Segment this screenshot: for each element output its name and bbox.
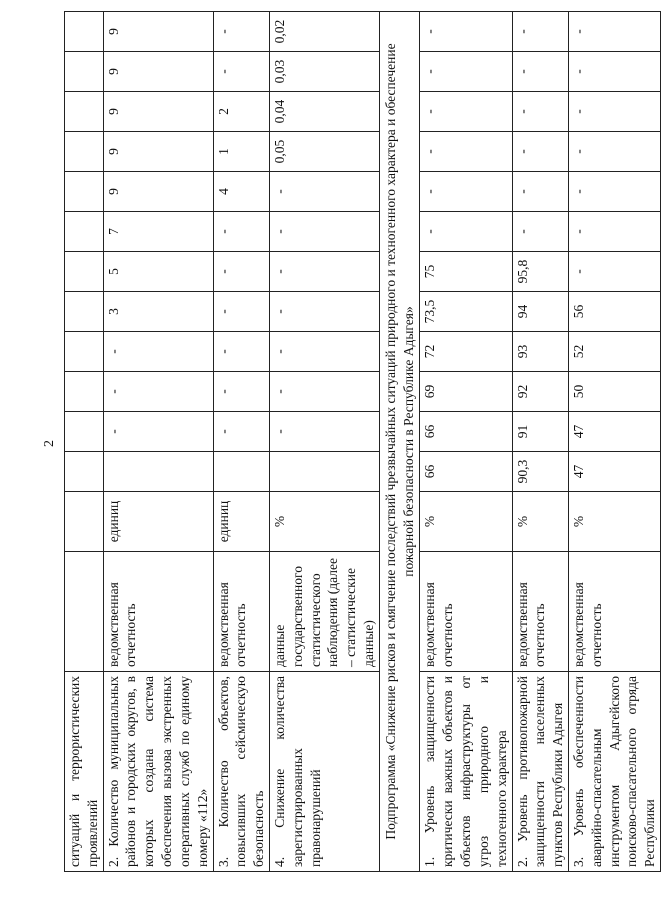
value-cell: -: [213, 252, 269, 292]
table-row: [420, 12, 512, 872]
value-cell: -: [213, 212, 269, 252]
value-cell: -: [269, 172, 379, 212]
value-cell: [65, 452, 104, 492]
value-cell: 0,04: [269, 92, 379, 132]
unit-cell: %: [269, 492, 379, 552]
source-cell: ведомственная отчетность: [103, 552, 213, 672]
value-cell: -: [420, 132, 512, 172]
value-cell: [65, 172, 104, 212]
table-row: [512, 12, 568, 872]
value-cell: -: [512, 52, 568, 92]
value-cell: 9: [103, 132, 213, 172]
unit-cell: %: [512, 492, 568, 552]
value-cell: [269, 452, 379, 492]
value-cell: -: [269, 252, 379, 292]
value-cell: [65, 132, 104, 172]
value-cell: -: [269, 412, 379, 452]
indicator-name-cell: 2. Уровень противопожарной защищенности населенных пунктов Республики Адыгея: [512, 672, 568, 872]
value-cell: [103, 452, 213, 492]
value-cell: 93: [512, 332, 568, 372]
value-cell: -: [512, 172, 568, 212]
value-cell: -: [269, 212, 379, 252]
value-cell: [65, 292, 104, 332]
value-cell: [213, 452, 269, 492]
value-cell: 0,03: [269, 52, 379, 92]
value-cell: 9: [103, 52, 213, 92]
value-cell: 9: [103, 92, 213, 132]
table-row: [213, 12, 269, 872]
value-cell: -: [420, 52, 512, 92]
unit-cell: %: [568, 492, 660, 552]
value-cell: [65, 412, 104, 452]
value-cell: [65, 92, 104, 132]
value-cell: -: [568, 212, 660, 252]
rotated-table-container: [64, 12, 658, 872]
source-cell: данные государственного статистического наблюдения (далее – статистические данные): [269, 552, 379, 672]
unit-cell: единиц: [103, 492, 213, 552]
value-cell: 0,02: [269, 12, 379, 52]
indicator-name-cell: ситуаций и террористических проявлений: [65, 672, 104, 872]
value-cell: [65, 372, 104, 412]
value-cell: 95,8: [512, 252, 568, 292]
value-cell: 3: [103, 292, 213, 332]
value-cell: -: [269, 372, 379, 412]
value-cell: [65, 332, 104, 372]
table-row: [568, 12, 660, 872]
unit-cell: [65, 492, 104, 552]
indicator-name-cell: 4. Снижение количества зарегистрированных правонарушений: [269, 672, 379, 872]
source-cell: ведомственная отчетность: [213, 552, 269, 672]
value-cell: 90,3: [512, 452, 568, 492]
value-cell: -: [103, 372, 213, 412]
value-cell: 56: [568, 292, 660, 332]
subprogram-title: Подпрограмма «Снижение рисков и смягчение последствий чрезвычайных ситуаций природного и техногенного характера и обеспечение пожарной безопасности в Республике Адыгея»: [379, 12, 420, 872]
value-cell: -: [103, 412, 213, 452]
value-cell: 75: [420, 252, 512, 292]
value-cell: 50: [568, 372, 660, 412]
value-cell: -: [269, 332, 379, 372]
unit-cell: единиц: [213, 492, 269, 552]
value-cell: -: [512, 132, 568, 172]
value-cell: [65, 12, 104, 52]
unit-cell: %: [420, 492, 512, 552]
value-cell: 52: [568, 332, 660, 372]
table-body: [65, 12, 661, 872]
value-cell: 0,05: [269, 132, 379, 172]
value-cell: -: [420, 12, 512, 52]
value-cell: 1: [213, 132, 269, 172]
source-cell: ведомственная отчетность: [420, 552, 512, 672]
value-cell: 73,5: [420, 292, 512, 332]
value-cell: -: [420, 172, 512, 212]
value-cell: -: [512, 212, 568, 252]
indicator-name-cell: 2. Количество муниципальных районов и городских округов, в которых создана система обеспечения вызова экстренных оперативных служб по единому номеру «112»: [103, 672, 213, 872]
value-cell: -: [213, 12, 269, 52]
value-cell: 2: [213, 92, 269, 132]
indicator-name-cell: 3. Уровень обеспеченности аварийно-спасательным инструментом Адыгейского поисково-спасательного отряда Республики: [568, 672, 660, 872]
value-cell: -: [568, 92, 660, 132]
value-cell: 72: [420, 332, 512, 372]
value-cell: 47: [568, 452, 660, 492]
table-row: [103, 12, 213, 872]
value-cell: 7: [103, 212, 213, 252]
value-cell: 66: [420, 452, 512, 492]
source-cell: [65, 552, 104, 672]
value-cell: 47: [568, 412, 660, 452]
value-cell: [65, 52, 104, 92]
value-cell: -: [512, 92, 568, 132]
source-cell: ведомственная отчетность: [568, 552, 660, 672]
value-cell: -: [213, 292, 269, 332]
source-cell: ведомственная отчетность: [512, 552, 568, 672]
subprogram-title-row: [379, 12, 420, 872]
value-cell: 92: [512, 372, 568, 412]
value-cell: -: [420, 212, 512, 252]
value-cell: -: [420, 92, 512, 132]
value-cell: -: [213, 52, 269, 92]
value-cell: 4: [213, 172, 269, 212]
value-cell: -: [568, 12, 660, 52]
value-cell: 5: [103, 252, 213, 292]
value-cell: -: [269, 292, 379, 332]
indicator-name-cell: 1. Уровень защищенности критически важных объектов и объектов инфраструктуры от угроз природного и техногенного характера: [420, 672, 512, 872]
table-row: [269, 12, 379, 872]
value-cell: 69: [420, 372, 512, 412]
value-cell: -: [568, 132, 660, 172]
value-cell: -: [213, 412, 269, 452]
value-cell: [65, 252, 104, 292]
indicators-table: [64, 11, 661, 872]
value-cell: -: [512, 12, 568, 52]
value-cell: -: [568, 252, 660, 292]
value-cell: -: [213, 332, 269, 372]
value-cell: 9: [103, 172, 213, 212]
value-cell: -: [568, 172, 660, 212]
value-cell: 94: [512, 292, 568, 332]
value-cell: 91: [512, 412, 568, 452]
value-cell: 66: [420, 412, 512, 452]
table-row: [65, 12, 104, 872]
value-cell: -: [103, 332, 213, 372]
page-number: 2: [42, 440, 57, 447]
value-cell: 9: [103, 12, 213, 52]
value-cell: -: [213, 372, 269, 412]
value-cell: -: [568, 52, 660, 92]
value-cell: [65, 212, 104, 252]
indicator-name-cell: 3. Количество объектов, повысивших сейсмическую безопасность: [213, 672, 269, 872]
